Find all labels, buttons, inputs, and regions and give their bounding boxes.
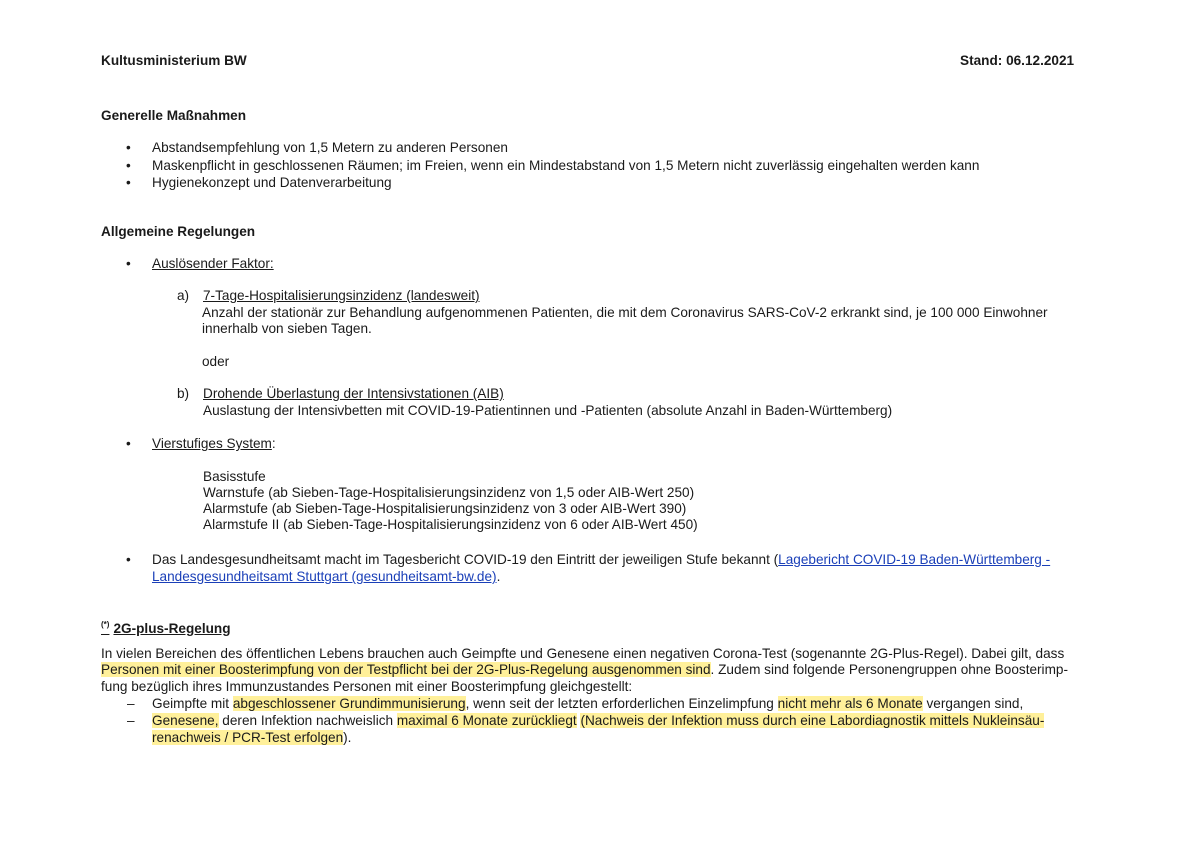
heading-2g-text: 2G-plus-Regelung [113, 620, 231, 636]
system-label-line [152, 436, 276, 453]
lagebericht-link[interactable]: Lagebericht COVID-19 Baden-Württemberg - [778, 552, 1051, 567]
highlight: nicht mehr als 6 Monate [777, 696, 923, 711]
trigger-a-text: Anzahl der stationär zur Behandlung aufgenommenen Patienten, die mit dem Coronavirus SARS-CoV-2 erkrankt sind, je 100 000 Einwohner [202, 305, 1048, 320]
bullet-icon: • [126, 256, 131, 271]
paragraph-2g: In vielen Bereichen des öffentlichen Lebens brauchen auch Geimpfte und Genesene einen negativen Corona-Test (sogenannte 2G-Plus-Regel). Dabei gilt, dass [101, 646, 1065, 661]
announce-line-2 [152, 569, 500, 586]
highlight: renachweis / PCR-Test erfolgen [152, 730, 344, 745]
trigger-a-text: innerhalb von sieben Tagen. [202, 321, 372, 336]
lagebericht-link-cont[interactable]: Landesgesundheitsamt Stuttgart (gesundheitsamt-bw.de) [152, 569, 497, 584]
highlight: Genesene, [152, 713, 219, 728]
or-text: oder [202, 354, 230, 369]
announce-line [152, 552, 1050, 569]
bullet-icon: • [126, 436, 131, 451]
dash-item-recovered [152, 713, 1044, 730]
bullet-icon: • [126, 158, 131, 173]
dash-icon: – [127, 696, 135, 711]
announce-end: . [496, 569, 501, 584]
highlight: (Nachweis der Infektion muss durch eine Labordiagnostik mittels Nukleinsäu- [580, 713, 1045, 728]
item-text: , wenn seit der letzten erforderlichen Einzelimpfung [465, 696, 778, 711]
section-heading-2g [101, 617, 231, 637]
dash-item-vaccinated [152, 696, 1023, 713]
general-item: Maskenpflicht in geschlossenen Räumen; im Freien, wenn ein Mindestabstand von 1,5 Metern nicht zuverlässig eingehalten werden kann [152, 158, 980, 173]
list-marker-a: a) [177, 288, 190, 303]
dash-icon: – [127, 713, 135, 728]
section-heading-general: Generelle Maßnahmen [101, 108, 247, 123]
item-text: vergangen sind, [922, 696, 1024, 711]
trigger-a-title: 7-Tage-Hospitalisierungsinzidenz (landesweit) [203, 288, 480, 303]
item-text: Geimpfte mit [152, 696, 233, 711]
dash-item-recovered-line2 [152, 730, 351, 747]
highlight: Personen mit einer Boosterimpfung von der Testpflicht bei der 2G-Plus-Regelung ausgenommen sind [101, 662, 711, 677]
level-item: Warnstufe (ab Sieben-Tage-Hospitalisierungsinzidenz von 1,5 oder AIB-Wert 250) [203, 485, 695, 500]
bullet-icon: • [126, 552, 131, 567]
level-item: Alarmstufe (ab Sieben-Tage-Hospitalisierungsinzidenz von 3 oder AIB-Wert 390) [203, 501, 687, 516]
announce-text: Das Landesgesundheitsamt macht im Tagesbericht COVID-19 den Eintritt der jeweiligen Stufe bekannt ( [152, 552, 779, 567]
general-item: Abstandsempfehlung von 1,5 Metern zu anderen Personen [152, 140, 508, 155]
bullet-icon: • [126, 175, 131, 190]
system-label: Vierstufiges System [152, 436, 272, 451]
general-item: Hygienekonzept und Datenverarbeitung [152, 175, 392, 190]
section-heading-rules: Allgemeine Regelungen [101, 224, 256, 239]
highlight: maximal 6 Monate zurückliegt [396, 713, 577, 728]
trigger-label: Auslösender Faktor: [152, 256, 274, 271]
paragraph-2g-line2 [101, 662, 1068, 679]
header-ministry: Kultusministerium BW [101, 53, 247, 68]
level-item: Basisstufe [203, 469, 266, 484]
item-text: deren Infektion nachweislich [218, 713, 397, 728]
footnote-marker: (*) [101, 620, 110, 629]
trigger-b-text: Auslastung der Intensivbetten mit COVID-19-Patientinnen und -Patienten (absolute Anzahl in Baden-Württemberg) [203, 403, 893, 418]
paragraph-text: . Zudem sind folgende Personengruppen ohne Boosterimp- [710, 662, 1068, 677]
list-marker-b: b) [177, 386, 190, 401]
level-item: Alarmstufe II (ab Sieben-Tage-Hospitalisierungsinzidenz von 6 oder AIB-Wert 450) [203, 517, 698, 532]
system-label-colon: : [271, 436, 276, 451]
paragraph-2g-line3: fung bezüglich ihres Immunzustandes Personen mit einer Boosterimpfung gleichgestellt: [101, 679, 633, 694]
header-date: Stand: 06.12.2021 [960, 53, 1075, 68]
trigger-b-title: Drohende Überlastung der Intensivstationen (AIB) [203, 386, 504, 401]
highlight: abgeschlossener Grundimmunisierung [232, 696, 466, 711]
bullet-icon: • [126, 140, 131, 155]
item-text: ). [343, 730, 352, 745]
